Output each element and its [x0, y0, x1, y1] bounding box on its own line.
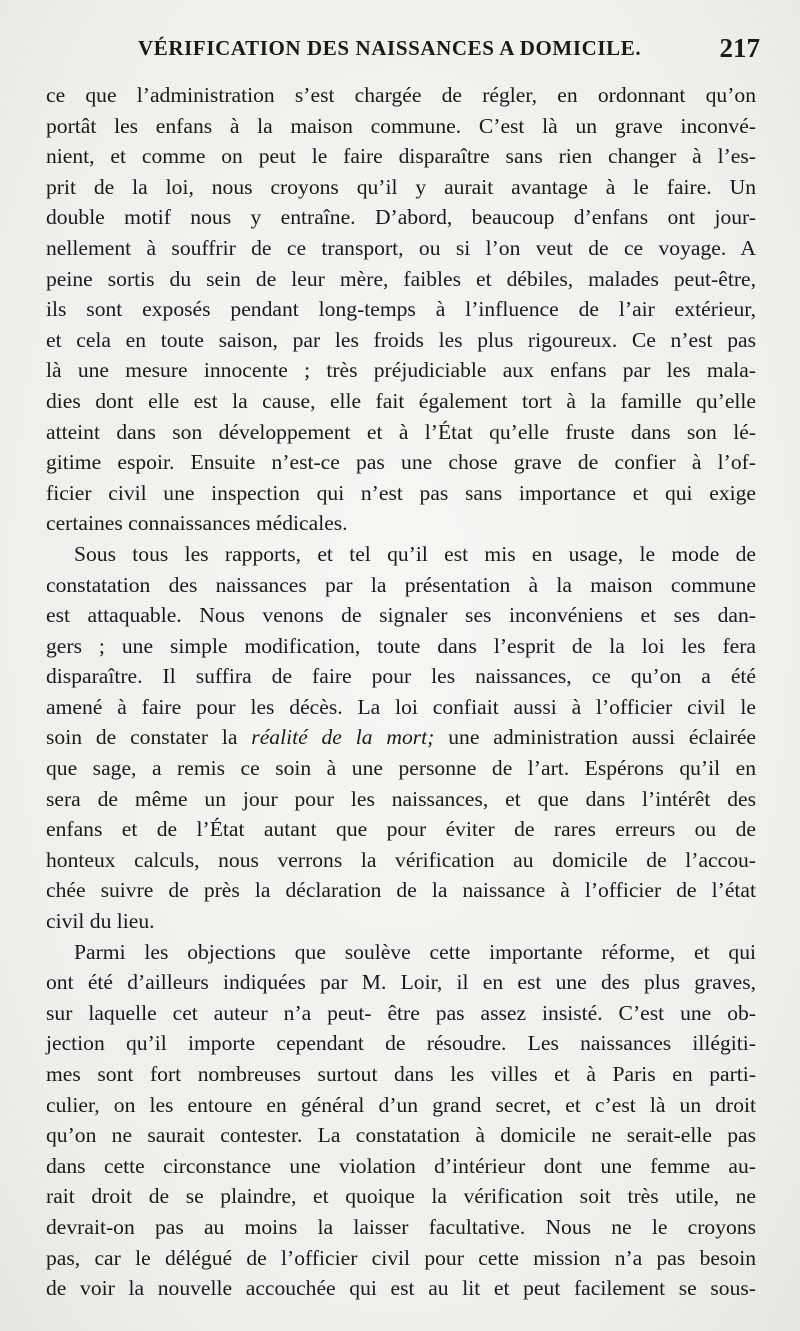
text-line: chée suivre de près la déclaration de la naissance à l’officier de l’état — [46, 878, 756, 903]
text-line: nient, et comme on peut le faire disparaître sans rien changer à l’es- — [46, 144, 756, 169]
text-line: qu’on ne saurait contester. La constatation à domicile ne serait-elle pas — [46, 1123, 756, 1148]
paragraph-1 — [46, 80, 756, 539]
text-line: Sous tous les rapports, et tel qu’il est mis en usage, le mode de — [74, 541, 756, 566]
text-line: certaines connaissances médicales. — [46, 511, 348, 536]
text-line: gers ; une simple modification, toute dans l’esprit de la loi les fera — [46, 633, 756, 658]
page-header — [60, 33, 760, 68]
text-line: culier, on les entoure en général d’un grand secret, et c’est là un droit — [46, 1092, 756, 1117]
text-line: sera de même un jour pour les naissances, et que dans l’intérêt des — [46, 786, 756, 811]
text-line: double motif nous y entraîne. D’abord, beaucoup d’enfans ont jour- — [46, 205, 756, 230]
text-line: ce que l’administration s’est chargée de régler, en ordonnant qu’on — [46, 83, 756, 107]
text-line: civil du lieu. — [46, 909, 155, 934]
text-line: ont été d’ailleurs indiquées par M. Loir, il en est une des plus graves, — [46, 970, 756, 995]
text-line: peine sortis du sein de leur mère, faibles et débiles, malades peut-être, — [46, 266, 756, 291]
text-line: mes sont fort nombreuses surtout dans les villes et à Paris en parti- — [46, 1062, 756, 1086]
page-number: 217 — [719, 33, 760, 63]
text-line: enfans et de l’État autant que pour éviter de rares erreurs ou de — [46, 817, 756, 842]
text-line: ficier civil une inspection qui n’est pas sans importance et qui exige — [46, 480, 756, 505]
text-line: Parmi les objections que soulève cette importante réforme, et qui — [74, 939, 756, 964]
text-line-with-italic — [46, 722, 756, 753]
text-line: pas, car le délégué de l’officier civil pour cette mission n’a pas besoin — [46, 1245, 756, 1270]
text-line: est attaquable. Nous venons de signaler ses inconvéniens et ses dan- — [46, 603, 756, 628]
paragraph-3 — [46, 937, 756, 1304]
text-line: que sage, a remis ce soin à une personne de l’art. Espérons qu’il en — [46, 756, 756, 781]
running-title: VÉRIFICATION DES NAISSANCES A DOMICILE. — [138, 36, 642, 60]
text-line: disparaître. Il suffira de faire pour les naissances, ce qu’on a été — [46, 664, 756, 689]
text-line: dans cette circonstance une violation d’intérieur dont une femme au- — [46, 1153, 756, 1178]
text-line: ils sont exposés pendant long-temps à l’influence de l’air extérieur, — [46, 297, 756, 322]
text-line: amené à faire pour les décès. La loi confiait aussi à l’officier civil le — [46, 694, 756, 719]
italic-phrase: réalité de la mort; — [251, 725, 435, 750]
text-line: dies dont elle est la cause, elle fait également tort à la famille qu’elle — [46, 388, 756, 413]
text-line: jection qu’il importe cependant de résoudre. Les naissances illégiti- — [46, 1031, 756, 1056]
paragraph-2 — [46, 539, 756, 937]
text-line: honteux calculs, nous verrons la vérification au domicile de l’accou- — [46, 847, 756, 872]
text-line: prit de la loi, nous croyons qu’il y aurait avantage à le faire. Un — [46, 174, 756, 199]
text-line: atteint dans son développement et à l’État qu’elle fruste dans son lé- — [46, 419, 756, 444]
text-line: gitime espoir. Ensuite n’est-ce pas une chose grave de confier à l’of- — [46, 450, 756, 475]
text-line: là une mesure innocente ; très préjudiciable aux enfans par les mala- — [46, 358, 756, 383]
text-run: une administration aussi éclairée — [434, 725, 756, 750]
text-run: soin de constater la — [46, 725, 252, 750]
text-line: et cela en toute saison, par les froids les plus rigoureux. Ce n’est pas — [46, 327, 756, 352]
text-line: de voir la nouvelle accouchée qui est au lit et peut facilement se sous- — [46, 1276, 756, 1301]
text-line: portât les enfans à la maison commune. C’est là un grave inconvé- — [46, 113, 756, 138]
text-line: sur laquelle cet auteur n’a peut- être pas assez insisté. C’est une ob- — [46, 1000, 756, 1025]
text-line: constatation des naissances par la présentation à la maison commune — [46, 572, 756, 597]
body-text — [46, 80, 756, 1304]
text-line: nellement à souffrir de ce transport, ou si l’on veut de ce voyage. A — [46, 235, 756, 260]
text-line: rait droit de se plaindre, et quoique la vérification soit très utile, ne — [46, 1184, 756, 1209]
text-line: devrait-on pas au moins la laisser facultative. Nous ne le croyons — [46, 1214, 756, 1239]
